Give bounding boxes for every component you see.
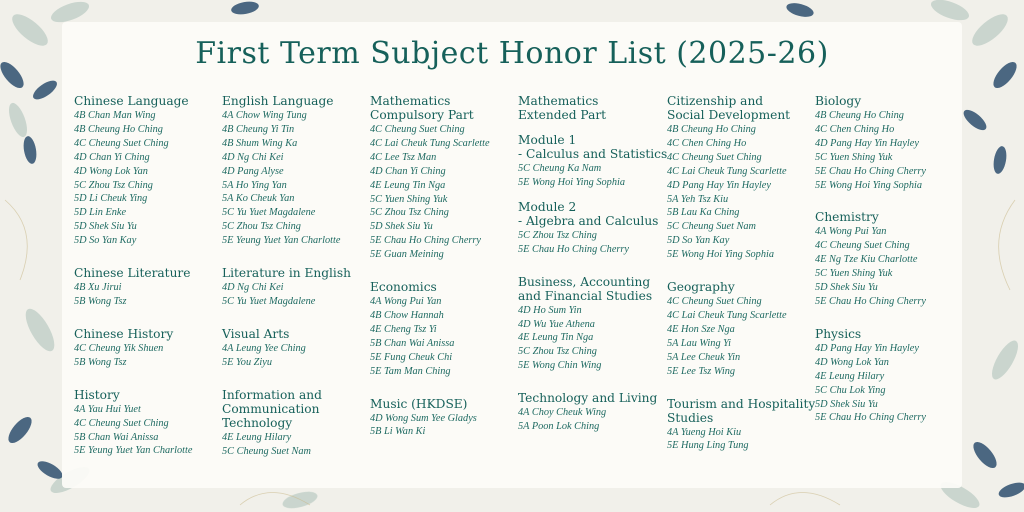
student-name: 5E Fung Cheuk Chi bbox=[370, 351, 453, 363]
student-name: 5B Chan Wai Anissa bbox=[370, 337, 455, 349]
student-name: 5D So Yan Kay bbox=[667, 235, 730, 247]
student-name: 4A Wong Pui Yan bbox=[815, 226, 887, 238]
student-name: 4D Wong Sum Yee Gladys bbox=[370, 412, 477, 424]
student-name: 5A Yeh Tsz Kiu bbox=[667, 193, 729, 205]
student-name: 5C Yuen Shing Yuk bbox=[815, 151, 893, 163]
student-name: 4D Wu Yue Athena bbox=[518, 318, 595, 330]
student-name: 4D Ng Chi Kei bbox=[222, 151, 284, 163]
student-name: 4D Ho Sum Yin bbox=[518, 304, 582, 316]
subject-title: Tourism and Hospitality Studies bbox=[667, 396, 816, 425]
student-name: 5E Tam Man Ching bbox=[370, 365, 451, 377]
student-name: 4E Leung Hilary bbox=[222, 431, 292, 443]
subject-title: Information and Communication Technology bbox=[222, 387, 322, 430]
student-name: 4B Chan Man Wing bbox=[74, 110, 156, 121]
subject-section bbox=[815, 94, 965, 192]
student-name: 4A Wong Pui Yan bbox=[370, 296, 442, 308]
column-4 bbox=[518, 94, 668, 434]
subject-section bbox=[74, 94, 224, 248]
subject-title: Module 1 - Calculus and Statistics bbox=[518, 133, 668, 161]
student-name: 4A Chow Wing Tung bbox=[222, 110, 307, 121]
student-name: 4E Hon Sze Nga bbox=[667, 323, 735, 335]
subject-title: Chinese History bbox=[74, 326, 174, 341]
student-name: 5D Lin Enke bbox=[74, 207, 127, 219]
subject-section bbox=[518, 94, 668, 122]
student-name: 5E Hung Ling Tung bbox=[667, 440, 749, 452]
student-name: 5C Yu Yuet Magdalene bbox=[222, 207, 316, 219]
student-name: 5E Lee Tsz Wing bbox=[667, 365, 735, 377]
student-name: 4D Pang Hay Yin Hayley bbox=[815, 137, 919, 149]
student-name: 4D Wong Lok Yan bbox=[815, 356, 889, 368]
student-name: 5D Shek Siu Yu bbox=[815, 282, 878, 294]
student-name: 5E Chau Ho Ching Cherry bbox=[518, 243, 629, 255]
subject-title: Citizenship and Social Development bbox=[667, 94, 791, 122]
student-name: 5E Wong Hoi Ying Sophia bbox=[518, 176, 625, 188]
student-name: 5C Zhou Tsz Ching bbox=[222, 221, 301, 233]
subject-section bbox=[518, 391, 668, 434]
column-1 bbox=[74, 94, 224, 458]
student-name: 5C Zhou Tsz Ching bbox=[74, 179, 153, 191]
student-name: 5C Yuen Shing Yuk bbox=[370, 193, 448, 205]
column-2 bbox=[222, 94, 372, 459]
student-name: 5A Ko Cheuk Yan bbox=[222, 193, 295, 205]
student-name: 5E Yeung Yuet Yan Charlotte bbox=[74, 445, 193, 457]
student-name: 5E Wong Chin Wing bbox=[518, 360, 602, 372]
student-name: 4C Cheung Suet Ching bbox=[74, 417, 169, 429]
subject-title: Chemistry bbox=[815, 210, 879, 225]
student-name: 4D Chan Yi Ching bbox=[370, 165, 446, 177]
subject-title: Business, Accounting and Financial Studies bbox=[518, 274, 653, 303]
subject-title: Mathematics Extended Part bbox=[518, 94, 607, 122]
column-6 bbox=[815, 94, 965, 425]
column-3 bbox=[370, 94, 520, 439]
student-name: 5E Chau Ho Ching Cherry bbox=[815, 165, 926, 177]
student-name: 5C Chu Lok Ying bbox=[815, 384, 886, 396]
student-name: 4A Yueng Hoi Kiu bbox=[667, 426, 742, 438]
subject-section bbox=[518, 200, 668, 257]
subject-section bbox=[370, 280, 520, 378]
student-name: 4B Cheung Ho Ching bbox=[815, 110, 904, 121]
student-name: 5C Yu Yuet Magdalene bbox=[222, 295, 316, 307]
student-name: 5E Wong Hoi Ying Sophia bbox=[815, 179, 922, 191]
student-name: 4C Chen Ching Ho bbox=[815, 123, 895, 135]
subject-section bbox=[370, 397, 520, 440]
student-name: 4C Cheung Suet Ching bbox=[74, 137, 169, 149]
subject-section bbox=[74, 266, 224, 309]
student-name: 4D Ng Chi Kei bbox=[222, 282, 284, 294]
student-name: 4D Pang Hay Yin Hayley bbox=[667, 179, 771, 191]
student-name: 4E Leung Hilary bbox=[815, 370, 885, 382]
student-name: 4C Lee Tsz Man bbox=[370, 151, 437, 163]
student-name: 5C Zhou Tsz Ching bbox=[518, 346, 597, 358]
column-5 bbox=[667, 94, 817, 453]
student-name: 4D Chan Yi Ching bbox=[74, 151, 150, 163]
subject-section bbox=[74, 327, 224, 370]
student-name: 5D Shek Siu Yu bbox=[370, 221, 433, 233]
subject-section bbox=[518, 133, 668, 190]
subject-title: Physics bbox=[815, 326, 862, 341]
student-name: 5C Cheung Ka Nam bbox=[518, 163, 602, 174]
subject-section bbox=[74, 388, 224, 459]
student-name: 5A Lau Wing Yi bbox=[667, 337, 731, 349]
student-name: 5A Lee Cheuk Yin bbox=[667, 351, 741, 363]
student-name: 4D Pang Alyse bbox=[222, 165, 284, 177]
student-name: 4C Chen Ching Ho bbox=[667, 137, 747, 149]
student-name: 5D Shek Siu Yu bbox=[74, 221, 137, 233]
subject-title: Mathematics Compulsory Part bbox=[370, 94, 474, 122]
student-name: 5E Wong Hoi Ying Sophia bbox=[667, 249, 774, 261]
student-name: 5D So Yan Kay bbox=[74, 235, 137, 247]
student-name: 5C Yuen Shing Yuk bbox=[815, 268, 893, 280]
student-name: 5D Li Cheuk Ying bbox=[74, 193, 148, 205]
student-name: 5C Zhou Tsz Ching bbox=[370, 207, 449, 219]
student-name: 4A Yau Hui Yuet bbox=[74, 403, 141, 415]
subject-section bbox=[222, 327, 372, 370]
subject-title: Geography bbox=[667, 280, 735, 295]
student-name: 5E Chau Ho Ching Cherry bbox=[815, 412, 926, 424]
subject-section bbox=[518, 275, 668, 374]
student-name: 4A Leung Yee Ching bbox=[222, 342, 306, 354]
student-name: 4C Cheung Suet Ching bbox=[667, 151, 762, 163]
subject-section bbox=[815, 327, 965, 425]
student-name: 4B Xu Jirui bbox=[74, 282, 122, 294]
subject-section bbox=[667, 280, 817, 378]
subject-title: Chinese Language bbox=[74, 94, 189, 108]
student-name: 5C Zhou Tsz Ching bbox=[518, 229, 597, 241]
page-title: First Term Subject Honor List (2025-26) bbox=[195, 36, 829, 71]
student-name: 5A Poon Lok Ching bbox=[518, 421, 600, 433]
student-name: 4C Cheung Suet Ching bbox=[370, 124, 465, 135]
student-name: 5B Wong Tsz bbox=[74, 356, 127, 368]
subject-section bbox=[222, 266, 372, 309]
student-name: 4C Lai Cheuk Tung Scarlette bbox=[667, 309, 787, 321]
student-name: 4D Wong Lok Yan bbox=[74, 165, 148, 177]
subject-title: Economics bbox=[370, 280, 437, 295]
student-name: 4E Leung Tin Nga bbox=[370, 179, 446, 191]
subject-title: Technology and Living bbox=[518, 391, 658, 406]
subject-title: Literature in English bbox=[222, 266, 351, 281]
student-name: 5C Cheung Suet Nam bbox=[667, 221, 756, 233]
subject-title: Music (HKDSE) bbox=[370, 396, 468, 411]
student-name: 4E Leung Tin Nga bbox=[518, 332, 594, 344]
student-name: 5C Cheung Suet Nam bbox=[222, 445, 311, 457]
subject-title: Module 2 - Algebra and Calculus bbox=[518, 199, 659, 228]
subject-title: Chinese Literature bbox=[74, 266, 191, 281]
student-name: 4B Cheung Yi Tin bbox=[222, 123, 295, 135]
student-name: 4A Choy Cheuk Wing bbox=[518, 407, 607, 419]
subject-section bbox=[667, 397, 817, 454]
subject-section bbox=[222, 388, 372, 459]
student-name: 5E You Ziyu bbox=[222, 356, 272, 368]
student-name: 4B Cheung Ho Ching bbox=[74, 123, 163, 135]
subject-section bbox=[370, 94, 520, 262]
student-name: 4B Chow Hannah bbox=[370, 309, 444, 321]
student-name: 4B Cheung Ho Ching bbox=[667, 124, 756, 135]
student-name: 5E Chau Ho Ching Cherry bbox=[370, 235, 481, 247]
subject-title: Biology bbox=[815, 94, 862, 108]
student-name: 5A Ho Ying Yan bbox=[222, 179, 287, 191]
subject-title: English Language bbox=[222, 94, 334, 108]
student-name: 5E Guan Meining bbox=[370, 249, 444, 261]
student-name: 4B Shum Wing Ka bbox=[222, 137, 298, 149]
subject-section bbox=[667, 94, 817, 262]
subject-title: Visual Arts bbox=[222, 326, 290, 341]
subject-section bbox=[222, 94, 372, 248]
student-name: 5B Li Wan Ki bbox=[370, 426, 426, 438]
student-name: 5B Lau Ka Ching bbox=[667, 207, 740, 219]
student-name: 4C Cheung Yik Shuen bbox=[74, 342, 164, 354]
subject-title: History bbox=[74, 387, 120, 402]
student-name: 5B Chan Wai Anissa bbox=[74, 431, 159, 443]
student-name: 5B Wong Tsz bbox=[74, 295, 127, 307]
student-name: 4C Cheung Suet Ching bbox=[667, 296, 762, 308]
student-name: 4E Ng Tze Kiu Charlotte bbox=[815, 254, 918, 266]
student-name: 4C Lai Cheuk Tung Scarlette bbox=[667, 165, 787, 177]
student-name: 5E Yeung Yuet Yan Charlotte bbox=[222, 235, 341, 247]
student-name: 5E Chau Ho Ching Cherry bbox=[815, 295, 926, 307]
student-name: 4D Pang Hay Yin Hayley bbox=[815, 342, 919, 354]
student-name: 4C Lai Cheuk Tung Scarlette bbox=[370, 137, 490, 149]
subject-section bbox=[815, 210, 965, 308]
student-name: 4E Cheng Tsz Yi bbox=[370, 323, 437, 335]
student-name: 5D Shek Siu Yu bbox=[815, 398, 878, 410]
student-name: 4C Cheung Suet Ching bbox=[815, 240, 910, 252]
